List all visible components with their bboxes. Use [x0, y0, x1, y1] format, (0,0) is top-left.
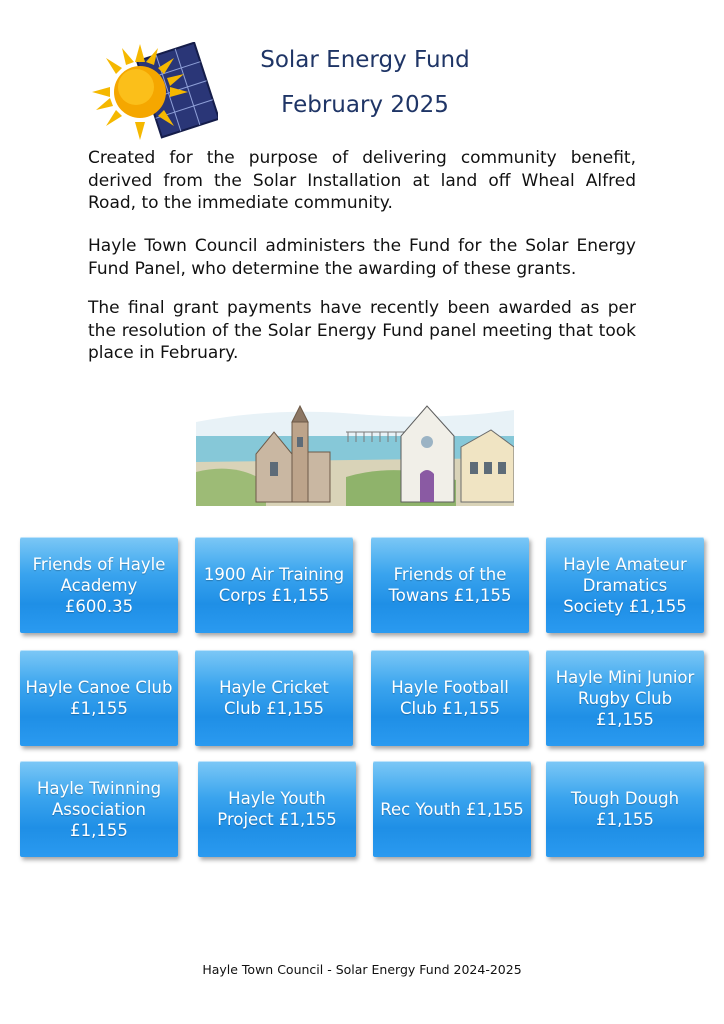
page-footer: Hayle Town Council - Solar Energy Fund 2024-2025 — [202, 962, 522, 977]
grant-tile: Hayle Twinning Association £1,155 — [20, 761, 178, 857]
page-title: Solar Energy Fund — [260, 47, 470, 73]
grant-tile: Hayle Cricket Club £1,155 — [195, 650, 353, 746]
page-subtitle: February 2025 — [281, 92, 449, 118]
sun-solar-panel-icon — [88, 42, 218, 142]
intro-paragraph-3: The final grant payments have recently been awarded as per the resolution of the Solar Energy Fund panel meeting that took place in February. — [88, 298, 636, 363]
grant-tile: Friends of the Towans £1,155 — [371, 537, 529, 633]
intro-paragraph-1: Created for the purpose of delivering community benefit, derived from the Solar Installation at land off Wheal Alfred Road, to the immediate community. — [88, 148, 636, 213]
grant-tile: Hayle Amateur Dramatics Society £1,155 — [546, 537, 704, 633]
grant-tile: Hayle Canoe Club £1,155 — [20, 650, 178, 746]
grants-grid — [20, 537, 706, 859]
grant-tile: Hayle Mini Junior Rugby Club £1,155 — [546, 650, 704, 746]
grant-tile: Hayle Football Club £1,155 — [371, 650, 529, 746]
grant-tile: Rec Youth £1,155 — [373, 761, 531, 857]
intro-paragraph-2: Hayle Town Council administers the Fund for the Solar Energy Fund Panel, who determine the awarding of these grants. — [88, 236, 636, 279]
grant-tile: Friends of Hayle Academy £600.35 — [20, 537, 178, 633]
grant-tile: 1900 Air Training Corps £1,155 — [195, 537, 353, 633]
town-illustration — [196, 392, 514, 506]
grant-tile: Tough Dough £1,155 — [546, 761, 704, 857]
grant-tile: Hayle Youth Project £1,155 — [198, 761, 356, 857]
